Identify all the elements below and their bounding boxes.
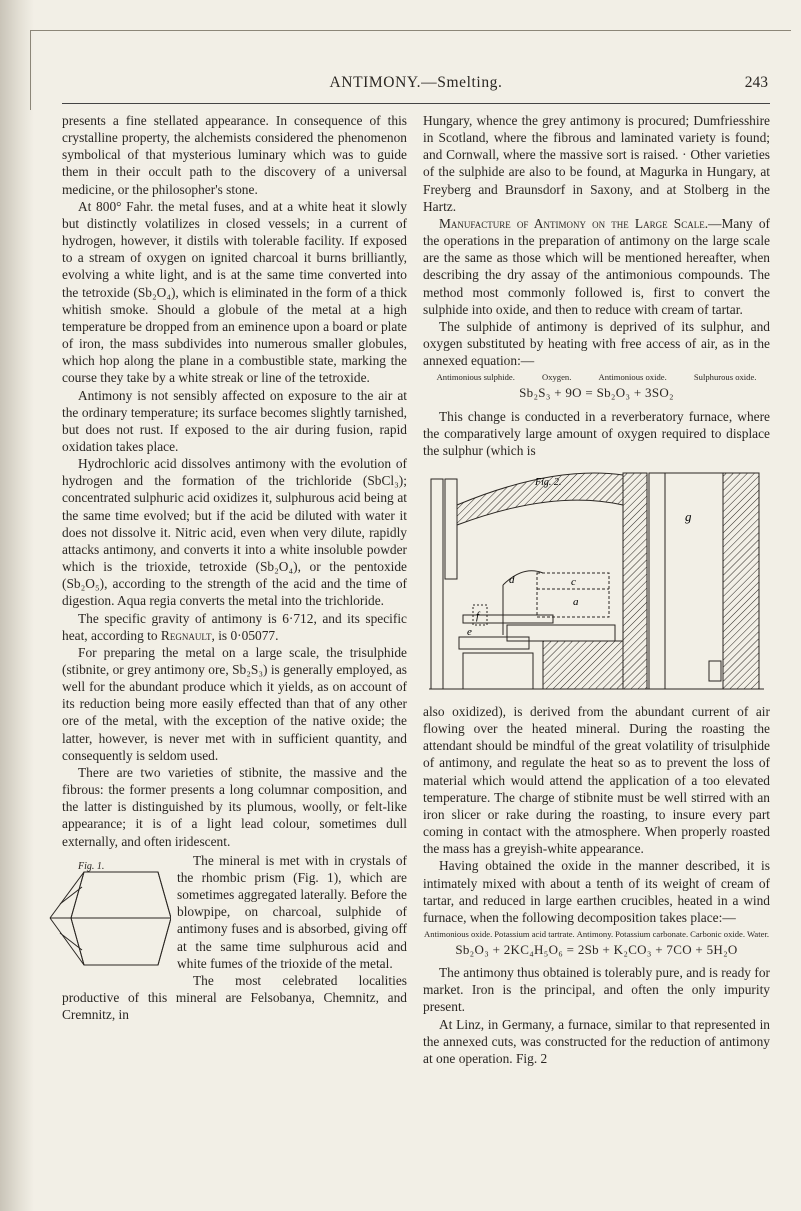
figure-2-label: Fig. 2. (535, 476, 562, 488)
equation-label: Sulphurous oxide. (693, 372, 757, 383)
binding-shadow (0, 0, 34, 1211)
paragraph: There are two varieties of stibnite, the massive and the fibrous: the former presents a long columnar composition, and the latter is distinguished by its plumous, woolly, or felt-like appearance; it is of a light lead colour, sometimes dull externally, and often iridescent. (62, 764, 407, 849)
text-run: , is 0·05077. (211, 627, 279, 643)
paragraph: The most celebrated localities productive of this mineral are Felsobanya, Chemnitz, and Cremnitz, in (62, 972, 407, 1023)
equation-labels (423, 930, 770, 939)
paragraph: For preparing the metal on a large scale, the trisulphide (stibnite, or grey antimony ore, Sb₂S₃) is generally employed, as well for the abundant produce which it yields, as on account of its reduction being more easily effected than that of any other ore of the metal, with the exception of the native oxide; the latter, however, is never met with in sufficient quantity, and consequently is seldom used. (62, 644, 407, 763)
furnace-section-drawing (423, 465, 770, 697)
figure-1-crystal (46, 858, 171, 974)
right-column (423, 112, 770, 1067)
equation-label: Antimony. (576, 929, 614, 939)
figure-2-letter-d: d (509, 573, 515, 586)
rhombic-prism-drawing (46, 858, 171, 974)
equation-formula: Sb₂O₃ + 2KC₄H₅O₆ = 2Sb + K₂CO₃ + 7CO + 5H₂O (455, 942, 738, 957)
left-column (62, 112, 407, 1023)
paragraph: presents a fine stellated appearance. In consequence of this crystalline property, the alchemists considered the phenomenon symbolical of that mysterious luminary which was to guide them in their occult path to the discovery of a universal medicine, or the philosopher's stone. (62, 113, 407, 197)
paragraph: At Linz, in Germany, a furnace, similar to that represented in the annexed cuts, was constructed for the reduction of antimony at one operation. Fig. 2 (423, 1016, 770, 1066)
paragraph: Having obtained the oxide in the manner described, it is intimately mixed with about a tenth of its weight of cream of tartar, and reduced in large earthen crucibles, heated in a wind furnace, when the following decomposition takes place:— (423, 858, 770, 925)
running-title: ANTIMONY.—Smelting. (329, 74, 503, 91)
figure-1-label: Fig. 1. (78, 860, 105, 872)
paragraph: Hungary, whence the grey antimony is procured; Dumfriesshire in Scotland, where the fibrous and laminated variety is found; and Cornwall, where the massive sort is raised. · Other varieties of the sulphide are also to be found, at Magurka in Hungary, at Freyberg and Braunsdorf in Saxony, and at Stolberg in the Hartz. (423, 113, 770, 214)
text-run: The mineral is met with in crystals of the rhombic prism (Fig. 1), which are sometimes aggregated laterally. Before the blowpipe, on charcoal, sulphide of antimony fuses and is absorbed, giving off at the same time sulphurous acid and white fumes of the trioxide of the metal. (177, 852, 407, 971)
equation-label: Oxygen. (542, 372, 572, 383)
figure-2-letter-a: a (573, 595, 579, 608)
equation-label: Antimonious sulphide. (436, 372, 515, 383)
figure-2-letter-c: c (571, 575, 576, 588)
scan-frame-left (30, 30, 31, 110)
paragraph (62, 852, 407, 972)
page-header (62, 74, 770, 100)
page-number: 243 (744, 74, 768, 91)
paragraph: This change is conducted in a reverberatory furnace, where the comparatively large amount of oxygen required to displace the sulphur (which is (423, 408, 770, 458)
equation-labels (423, 373, 770, 382)
paragraph: also oxidized), is derived from the abundant current of air flowing over the heated mineral. During the roasting the attendant should be mindful of the great volatility of trisulphide of antimony, and regulate the heat so as to prevent the loss of material which would attend the application of a too elevated temperature. The charge of stibnite must be well stirred with an iron slicer or rake during the roasting, to insure every part coming in contact with the atmosphere. When properly roasted the mass has a greyish-white appearance. (423, 703, 770, 857)
figure-2-letter-g: g (685, 508, 692, 524)
paragraph (62, 610, 407, 644)
equation-reduction (423, 930, 770, 958)
equation-label: Potassium carbonate. (615, 929, 689, 939)
paragraph: Antimony is not sensibly affected on exposure to the air at the ordinary temperature; its surface becomes slightly tarnished, but does not rust. If exposed to the air during fusion, rapid oxidation takes place. (62, 387, 407, 454)
paragraph (423, 215, 770, 318)
paragraph: Hydrochloric acid dissolves antimony with the evolution of hydrogen and the formation of the trichloride (SbCl₃); concentrated sulphuric acid oxidizes it, sulphurous acid being at the same time evolved; but if the acid be diluted with water it does not dissolve it. Nitric acid, even when very dilute, rapidly attacks antimony, and converts it into a white insoluble powder which is the trioxide, tetroxide (Sb₂O₄), or the pentoxide (Sb₂O₅), according to the strength of the acid and the time of digestion. Aqua regia converts the metal into the trichloride. (62, 456, 407, 609)
text-run: —Many of the operations in the preparation of antimony on the large scale are the same as those which will be mentioned hereafter, when describing the dry assay of the antimonious compounds. The method most commonly followed is, first to convert the sulphide into oxide, and then to reduce with cream of tartar. (423, 215, 770, 317)
equation-label: Potassium acid tartrate. (494, 929, 575, 939)
figure-2-letter-f: f (476, 609, 480, 622)
figure-2-furnace (423, 465, 770, 697)
equation-formula: Sb₂S₃ + 9O = Sb₂O₃ + 3SO₂ (519, 385, 674, 401)
equation-label: Water. (747, 929, 769, 939)
paragraph: The sulphide of antimony is deprived of its sulphur, and oxygen substituted by heating with free access of air, as in the annexed equation:— (423, 318, 770, 369)
equation-label: Antimonious oxide. (598, 372, 667, 383)
scan-frame-top (30, 30, 791, 31)
equation-label: Antimonious oxide. (423, 929, 493, 939)
paragraph: At 800° Fahr. the metal fuses, and at a white heat it slowly but distinctly volatilizes in closed vessels; in a current of hydrogen, however, it distils with tolerable facility. If exposed to a stream of oxygen on ignited charcoal it burns brilliantly, evolving a white light, and is at the same time converted into the tetroxide (Sb₂O₄), which is eliminated in the form of a thick whitish smoke. Should a globule of the metal at a high temperature be dropped from an eminence upon a board or plate of iron, the mass subdivides into numerous smaller globules, which hop along the plane in a combustible state, marking the course they take by a white streak or line of the tetroxide. (62, 198, 407, 386)
section-heading: Manufacture of Antimony on the Large Scale. (439, 215, 709, 231)
equation-label: Carbonic oxide. (690, 929, 746, 939)
header-rule (62, 103, 770, 104)
text-run: The specific gravity of antimony is 6·712, and its specific heat, according to (62, 610, 407, 643)
paragraph: The antimony thus obtained is tolerably pure, and is ready for market. Iron is the principal, and often the only impurity present. (423, 965, 770, 1015)
equation-roasting (423, 373, 770, 401)
figure-2-letter-e: e (467, 625, 472, 638)
author-name: Regnault (160, 627, 212, 643)
